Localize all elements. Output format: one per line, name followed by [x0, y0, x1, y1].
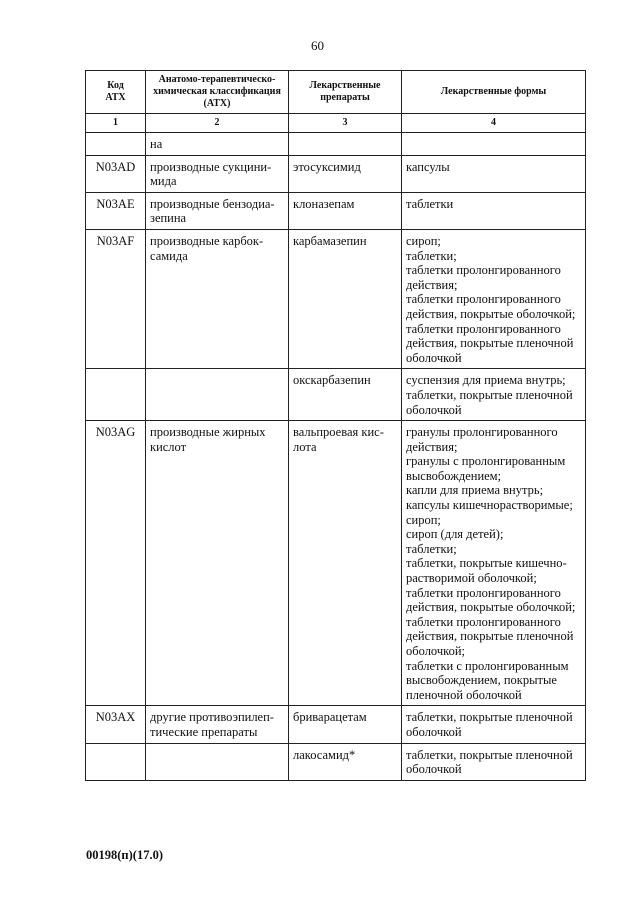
atx-code-cell: N03AD	[86, 155, 146, 192]
table-row	[86, 155, 586, 192]
atx-code-cell: N03AF	[86, 229, 146, 368]
table-row	[86, 743, 586, 780]
classification-cell: другие противоэпилеп- тические препараты	[146, 706, 289, 743]
classification-cell: производные жирных кислот	[146, 421, 289, 706]
classification-cell	[146, 369, 289, 421]
drug-cell: вальпроевая кис- лота	[289, 421, 402, 706]
classification-cell: на	[146, 133, 289, 156]
atx-code-cell: N03AG	[86, 421, 146, 706]
atx-table	[85, 70, 586, 781]
header-drugs: Лекарственные препараты	[289, 71, 402, 114]
dosage-forms-cell: таблетки	[402, 192, 586, 229]
atx-code-cell	[86, 743, 146, 780]
classification-cell	[146, 743, 289, 780]
atx-code-cell	[86, 369, 146, 421]
dosage-forms-cell: таблетки, покрытые пленочной оболочкой	[402, 743, 586, 780]
dosage-forms-cell: суспензия для приема внутрь; таблетки, покрытые пленочной оболочкой	[402, 369, 586, 421]
drug-cell	[289, 133, 402, 156]
dosage-forms-cell: гранулы пролонгированного действия; гранулы с пролонгированным высвобождением; капли для приема внутрь; капсулы кишечнорастворимые; сироп; сироп (для детей); таблетки; таблетки, покрытые кишечно- растворимой оболочкой; таблетки пролонгированного действия, покрытые оболочкой; таблетки пролонгированного действия, покрытые пленочной оболочкой; таблетки с пролонгированным высвобождением, покрытые пленочной оболочкой	[402, 421, 586, 706]
table-row	[86, 192, 586, 229]
column-number: 2	[146, 114, 289, 133]
table-row	[86, 229, 586, 368]
table-row	[86, 421, 586, 706]
drug-cell: этосуксимид	[289, 155, 402, 192]
column-number: 4	[402, 114, 586, 133]
table-row	[86, 133, 586, 156]
drug-cell: бриварацетам	[289, 706, 402, 743]
header-dosage-forms: Лекарственные формы	[402, 71, 586, 114]
document-code: 00198(п)(17.0)	[86, 848, 163, 862]
header-atx-code: Код АТХ	[86, 71, 146, 114]
classification-cell: производные бензодиа- зепина	[146, 192, 289, 229]
page-number: 60	[311, 38, 324, 53]
classification-cell: производные сукцини- мида	[146, 155, 289, 192]
header-row	[86, 71, 586, 114]
dosage-forms-cell: капсулы	[402, 155, 586, 192]
dosage-forms-cell: сироп; таблетки; таблетки пролонгированного действия; таблетки пролонгированного действия, покрытые оболочкой; таблетки пролонгированного действия, покрытые пленочной оболочкой	[402, 229, 586, 368]
drug-cell: лакосамид*	[289, 743, 402, 780]
drug-cell: карбамазепин	[289, 229, 402, 368]
header-atx-classification: Анатомо-терапевтическо- химическая классификация (АТХ)	[146, 71, 289, 114]
drug-cell: клоназепам	[289, 192, 402, 229]
atx-code-cell	[86, 133, 146, 156]
dosage-forms-cell: таблетки, покрытые пленочной оболочкой	[402, 706, 586, 743]
column-number-row	[86, 114, 586, 133]
classification-cell: производные карбок- самида	[146, 229, 289, 368]
atx-code-cell: N03AE	[86, 192, 146, 229]
dosage-forms-cell	[402, 133, 586, 156]
table-row	[86, 706, 586, 743]
column-number: 1	[86, 114, 146, 133]
table-row	[86, 369, 586, 421]
atx-code-cell: N03AX	[86, 706, 146, 743]
drug-cell: окскарбазепин	[289, 369, 402, 421]
column-number: 3	[289, 114, 402, 133]
